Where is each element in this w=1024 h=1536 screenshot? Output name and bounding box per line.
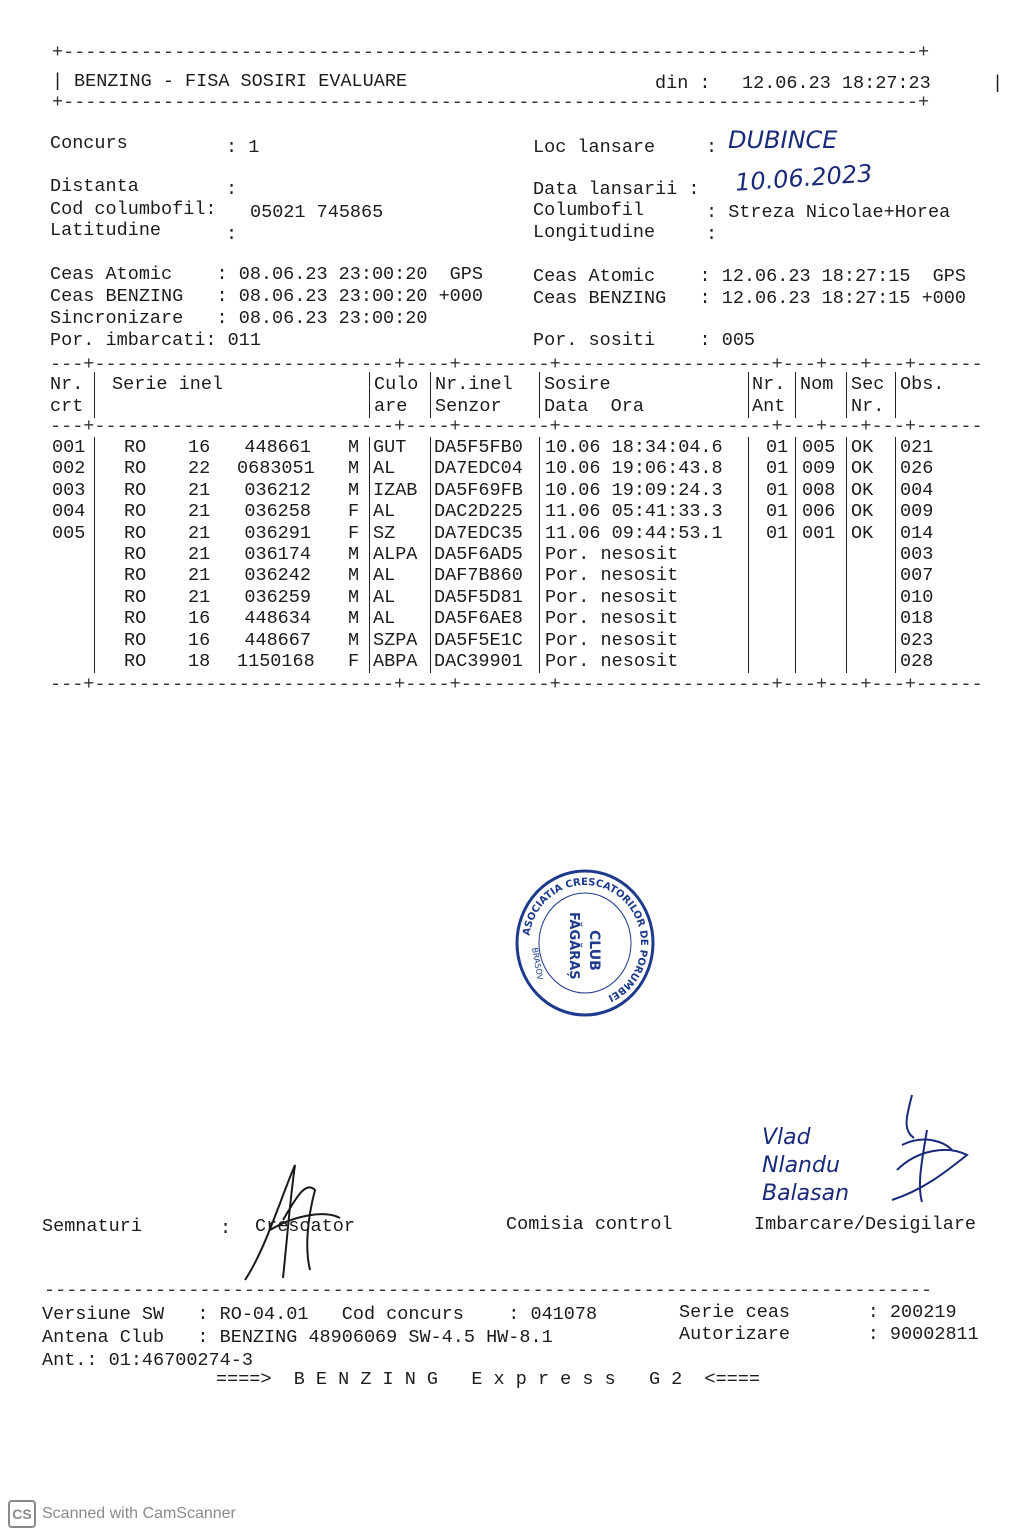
concurs-label: Concurs [50, 133, 128, 154]
footer-versiune: Versiune SW : RO-04.01 Cod concurs : 041078 [42, 1304, 598, 1325]
col-sep [795, 565, 796, 587]
longitudine-value: : [706, 224, 718, 245]
col-sep [539, 565, 540, 587]
col-sep [748, 587, 749, 609]
col-sep [795, 523, 796, 545]
footer-top-border: -------------------------------------------------------------------------------- [44, 1284, 933, 1298]
row-sensor: DAC39901 [434, 651, 523, 672]
col-sep [94, 458, 95, 480]
por-sositi: Por. sositi : 005 [533, 330, 756, 351]
row-arrival: Por. nesosit [545, 629, 679, 651]
footer-antena: Antena Club : BENZING 48906069 SW-4.5 HW-8.1 [42, 1327, 553, 1348]
stamp-graphic [514, 868, 656, 1018]
row-color: AL [373, 608, 396, 630]
row-obs: 021 [900, 437, 934, 458]
col-sep [369, 587, 370, 609]
row-ring-number: 036174 [244, 544, 311, 565]
col-sep [895, 630, 896, 652]
col-sep [539, 501, 540, 523]
row-country: RO [124, 479, 147, 501]
col-sep [94, 608, 95, 630]
col-sep [846, 565, 847, 587]
table-header-border: ---+---------------------------+----+--------+-------------------+---+---+---+------ [50, 420, 983, 434]
row-ring-number: 448667 [244, 629, 311, 651]
row-sensor: DAC2D225 [434, 501, 523, 523]
row-sec: OK [851, 501, 874, 523]
col-sep [748, 372, 749, 418]
col-sep [748, 437, 749, 459]
row-arrival: Por. nesosit [545, 565, 679, 587]
loc-lansare-colon: : [706, 137, 718, 158]
row-obs: 003 [900, 544, 934, 565]
por-imbarcati: Por. imbarcati: 011 [50, 330, 261, 351]
col-sep [795, 587, 796, 609]
row-sensor: DA5F5E1C [434, 629, 523, 651]
header-nr: Nr. [50, 374, 84, 395]
row-sensor: DA5F5FB0 [434, 437, 523, 458]
sincronizare: Sincronizare : 08.06.23 23:00:20 [50, 308, 428, 329]
col-sep [369, 544, 370, 566]
club-stamp [514, 868, 656, 1018]
col-sep [748, 630, 749, 652]
row-antenna: 01 [766, 458, 789, 480]
camscanner-watermark [8, 1500, 236, 1528]
header-serie: Serie inel [112, 374, 224, 395]
row-arrival: 10.06 18:34:04.6 [545, 437, 723, 458]
ceas-benzing-left: Ceas BENZING : 08.06.23 23:00:20 +000 [50, 286, 483, 307]
col-sep [430, 630, 431, 652]
row-nom: 008 [802, 479, 836, 501]
row-color: GUT [373, 437, 407, 458]
stamp-side-text: BRASOV [530, 946, 545, 981]
row-color: AL [373, 501, 396, 523]
col-sep [748, 480, 749, 502]
col-sep [94, 480, 95, 502]
footer-serie-ceas: Serie ceas : 200219 [679, 1302, 957, 1323]
row-sex: M [348, 544, 360, 565]
latitudine-label: Latitudine [50, 220, 162, 241]
col-sep [846, 651, 847, 673]
col-sep [369, 501, 370, 523]
col-sep [795, 651, 796, 673]
col-sep [795, 608, 796, 630]
header-sosire: Sosire [544, 374, 611, 395]
row-sensor: DA5F6AD5 [434, 544, 523, 565]
col-sep [895, 480, 896, 502]
row-sex: M [348, 586, 360, 608]
row-ring-number: 036242 [244, 565, 311, 587]
distanta-value: : [226, 179, 238, 200]
distanta-label: Distanta [50, 176, 139, 197]
col-sep [846, 372, 847, 418]
row-crt: 004 [52, 501, 86, 523]
col-sep [539, 651, 540, 673]
header-right-bar: | [992, 73, 1004, 94]
row-country: RO [124, 586, 147, 608]
col-sep [94, 587, 95, 609]
report-datetime: 12.06.23 18:27:23 [742, 73, 931, 94]
footer-autorizare: Autorizare : 90002811 [679, 1324, 979, 1345]
header-sec-nr: Nr. [851, 396, 885, 417]
row-nom: 009 [802, 458, 836, 480]
col-sep [430, 437, 431, 459]
row-year: 21 [188, 586, 211, 608]
col-sep [430, 523, 431, 545]
camscanner-text: Scanned with CamScanner [42, 1505, 236, 1523]
header-nom: Nom [800, 374, 834, 395]
col-sep [369, 651, 370, 673]
row-sec: OK [851, 437, 874, 458]
col-sep [846, 458, 847, 480]
row-country: RO [124, 501, 147, 523]
row-color: IZAB [373, 479, 418, 501]
row-country: RO [124, 565, 147, 587]
row-arrival: Por. nesosit [545, 608, 679, 630]
col-sep [539, 458, 540, 480]
row-arrival: Por. nesosit [545, 586, 679, 608]
table-bottom-border: ---+---------------------------+----+--------+-------------------+---+---+---+------ [50, 678, 983, 692]
col-sep [430, 565, 431, 587]
col-sep [748, 544, 749, 566]
row-year: 16 [188, 629, 211, 651]
stamp-center-2: FĂGĂRAȘ [566, 912, 581, 980]
header-obs: Obs. [900, 374, 945, 395]
signature-vlad: Vlad [762, 1125, 811, 1150]
header-nr-ant: Nr. [752, 374, 786, 395]
din-label: din : [655, 73, 711, 94]
row-sensor: DA5F6AE8 [434, 608, 523, 630]
row-color: SZ [373, 522, 396, 544]
row-sex: M [348, 608, 360, 630]
col-sep [369, 480, 370, 502]
columbofil-value: : Streza Nicolae+Horea [706, 202, 951, 223]
col-sep [846, 608, 847, 630]
col-sep [795, 544, 796, 566]
row-arrival: 10.06 19:06:43.8 [545, 458, 723, 480]
col-sep [369, 565, 370, 587]
col-sep [539, 630, 540, 652]
stamp-center-1: CLUB [586, 930, 602, 971]
col-sep [846, 587, 847, 609]
col-sep [430, 480, 431, 502]
row-ring-number: 448661 [244, 437, 311, 458]
col-sep [539, 608, 540, 630]
col-sep [369, 630, 370, 652]
col-sep [539, 523, 540, 545]
row-sex: M [348, 565, 360, 587]
col-sep [748, 523, 749, 545]
row-sec: OK [851, 479, 874, 501]
row-ring-number: 448634 [244, 608, 311, 630]
table-top-border: ---+---------------------------+----+--------+-------------------+---+---+---+------ [50, 358, 983, 372]
data-lansarii-handwritten: 10.06.2023 [734, 159, 874, 197]
col-sep [94, 651, 95, 673]
header-ant: Ant [752, 396, 786, 417]
row-antenna: 01 [766, 479, 789, 501]
col-sep [846, 437, 847, 459]
row-sensor: DA5F69FB [434, 479, 523, 501]
camscanner-logo-icon: CS [8, 1500, 36, 1528]
row-sex: M [348, 629, 360, 651]
col-sep [748, 651, 749, 673]
semnaturi-colon: : [220, 1218, 232, 1239]
row-sex: F [348, 651, 360, 672]
latitudine-value: : [226, 224, 238, 245]
crescator-signature [235, 1160, 345, 1290]
row-color: AL [373, 458, 396, 480]
col-sep [94, 630, 95, 652]
col-sep [94, 372, 95, 418]
col-sep [94, 501, 95, 523]
col-sep [748, 565, 749, 587]
cod-columbofil-label: Cod columbofil: [50, 199, 217, 220]
commission-signature [872, 1090, 982, 1210]
row-color: ABPA [373, 651, 418, 672]
row-arrival: 11.06 05:41:33.3 [545, 501, 723, 523]
loc-lansare-label: Loc lansare [533, 137, 656, 158]
row-sex: F [348, 501, 360, 523]
ceas-benzing-right: Ceas BENZING : 12.06.23 18:27:15 +000 [533, 288, 966, 309]
col-sep [539, 480, 540, 502]
footer-ant: Ant.: 01:46700274-3 [42, 1350, 253, 1371]
row-obs: 004 [900, 479, 934, 501]
col-sep [795, 480, 796, 502]
row-ring-number: 1150168 [237, 651, 315, 672]
col-sep [369, 372, 370, 418]
col-sep [846, 480, 847, 502]
col-sep [430, 587, 431, 609]
row-obs: 007 [900, 565, 934, 587]
header-crt: crt [50, 396, 84, 417]
concurs-value: : 1 [226, 137, 260, 158]
col-sep [369, 608, 370, 630]
col-sep [895, 372, 896, 418]
row-antenna: 01 [766, 522, 789, 544]
col-sep [895, 501, 896, 523]
columbofil-label: Columbofil [533, 200, 645, 221]
header-nrinel: Nr.inel [435, 374, 513, 395]
row-color: AL [373, 586, 396, 608]
col-sep [94, 565, 95, 587]
row-ring-number: 036259 [244, 586, 311, 608]
row-nom: 006 [802, 501, 836, 523]
row-nom: 001 [802, 522, 836, 544]
ceas-atomic-right: Ceas Atomic : 12.06.23 18:27:15 GPS [533, 266, 966, 287]
row-year: 21 [188, 544, 211, 565]
row-obs: 028 [900, 651, 934, 672]
row-country: RO [124, 651, 147, 672]
row-ring-number: 036291 [244, 522, 311, 544]
header-sec: Sec [851, 374, 885, 395]
row-sex: M [348, 458, 360, 480]
row-sex: F [348, 522, 360, 544]
row-year: 21 [188, 501, 211, 523]
row-antenna: 01 [766, 437, 789, 458]
col-sep [369, 437, 370, 459]
col-sep [430, 372, 431, 418]
col-sep [895, 587, 896, 609]
row-ring-number: 036258 [244, 501, 311, 523]
cod-columbofil-value: 05021 745865 [250, 202, 384, 223]
row-year: 21 [188, 565, 211, 587]
longitudine-label: Longitudine [533, 222, 656, 243]
row-arrival: Por. nesosit [545, 544, 679, 565]
footer-benzing-express: ====> B E N Z I N G E x p r e s s G 2 <==== [216, 1369, 760, 1390]
crescator-label: Crescator [255, 1216, 355, 1237]
row-ring-number: 0683051 [237, 458, 315, 480]
col-sep [895, 651, 896, 673]
col-sep [748, 458, 749, 480]
row-color: ALPA [373, 544, 418, 565]
header-bottom-border: +-----------------------------------------------------------------------------+ [52, 96, 930, 110]
row-year: 18 [188, 651, 211, 672]
col-sep [895, 608, 896, 630]
col-sep [539, 587, 540, 609]
row-arrival: Por. nesosit [545, 651, 679, 672]
col-sep [846, 630, 847, 652]
col-sep [430, 458, 431, 480]
row-country: RO [124, 437, 147, 458]
row-crt: 001 [52, 437, 86, 458]
header-are: are [374, 396, 408, 417]
col-sep [94, 437, 95, 459]
row-sensor: DAF7B860 [434, 565, 523, 587]
col-sep [430, 608, 431, 630]
col-sep [795, 501, 796, 523]
row-obs: 018 [900, 608, 934, 630]
col-sep [748, 608, 749, 630]
row-obs: 014 [900, 522, 934, 544]
row-year: 21 [188, 479, 211, 501]
comisia-label: Comisia control [506, 1214, 673, 1235]
col-sep [94, 544, 95, 566]
row-color: AL [373, 565, 396, 587]
col-sep [94, 523, 95, 545]
row-sex: M [348, 479, 360, 501]
col-sep [369, 458, 370, 480]
row-nom: 005 [802, 437, 836, 458]
stamp-ring-text: ASOCIATIA CRESCATORILOR DE PORUMBEI [521, 876, 650, 1004]
col-sep [539, 372, 540, 418]
col-sep [795, 630, 796, 652]
row-crt: 005 [52, 522, 86, 544]
row-sec: OK [851, 458, 874, 480]
col-sep [895, 565, 896, 587]
row-obs: 009 [900, 501, 934, 523]
col-sep [430, 501, 431, 523]
row-sensor: DA5F5D81 [434, 586, 523, 608]
row-arrival: 11.06 09:44:53.1 [545, 522, 723, 544]
row-crt: 002 [52, 458, 86, 480]
signature-balasan: Balasan [762, 1181, 850, 1206]
page-title: BENZING - FISA SOSIRI EVALUARE [74, 71, 408, 92]
signature-nlandu: Nlandu [762, 1153, 840, 1178]
col-sep [539, 437, 540, 459]
row-year: 16 [188, 608, 211, 630]
row-crt: 003 [52, 479, 86, 501]
col-sep [430, 544, 431, 566]
col-sep [846, 501, 847, 523]
row-sex: M [348, 437, 360, 458]
row-obs: 010 [900, 586, 934, 608]
semnaturi-label: Semnaturi [42, 1216, 142, 1237]
col-sep [430, 651, 431, 673]
row-color: SZPA [373, 629, 418, 651]
imbarcare-label: Imbarcare/Desigilare [754, 1214, 977, 1235]
col-sep [748, 501, 749, 523]
row-year: 16 [188, 437, 211, 458]
col-sep [795, 458, 796, 480]
header-left-bar: | [52, 71, 64, 92]
row-country: RO [124, 608, 147, 630]
row-sec: OK [851, 522, 874, 544]
col-sep [895, 437, 896, 459]
row-obs: 026 [900, 458, 934, 480]
loc-lansare-handwritten: DUBINCE [728, 126, 838, 154]
row-obs: 023 [900, 629, 934, 651]
row-sensor: DA7EDC04 [434, 458, 523, 480]
col-sep [895, 523, 896, 545]
row-country: RO [124, 522, 147, 544]
row-year: 21 [188, 522, 211, 544]
ceas-atomic-left: Ceas Atomic : 08.06.23 23:00:20 GPS [50, 264, 483, 285]
row-country: RO [124, 544, 147, 565]
header-data-ora: Data Ora [544, 396, 644, 417]
col-sep [846, 523, 847, 545]
col-sep [895, 458, 896, 480]
data-lansarii-label: Data lansarii : [533, 179, 700, 200]
row-antenna: 01 [766, 501, 789, 523]
row-country: RO [124, 458, 147, 480]
header-culo: Culo [374, 374, 419, 395]
header-top-border: +-----------------------------------------------------------------------------+ [52, 46, 930, 60]
row-year: 22 [188, 458, 211, 480]
col-sep [846, 544, 847, 566]
row-arrival: 10.06 19:09:24.3 [545, 479, 723, 501]
row-sensor: DA7EDC35 [434, 522, 523, 544]
header-senzor: Senzor [435, 396, 502, 417]
row-ring-number: 036212 [244, 479, 311, 501]
col-sep [539, 544, 540, 566]
col-sep [369, 523, 370, 545]
row-country: RO [124, 629, 147, 651]
col-sep [795, 437, 796, 459]
col-sep [795, 372, 796, 418]
col-sep [895, 544, 896, 566]
